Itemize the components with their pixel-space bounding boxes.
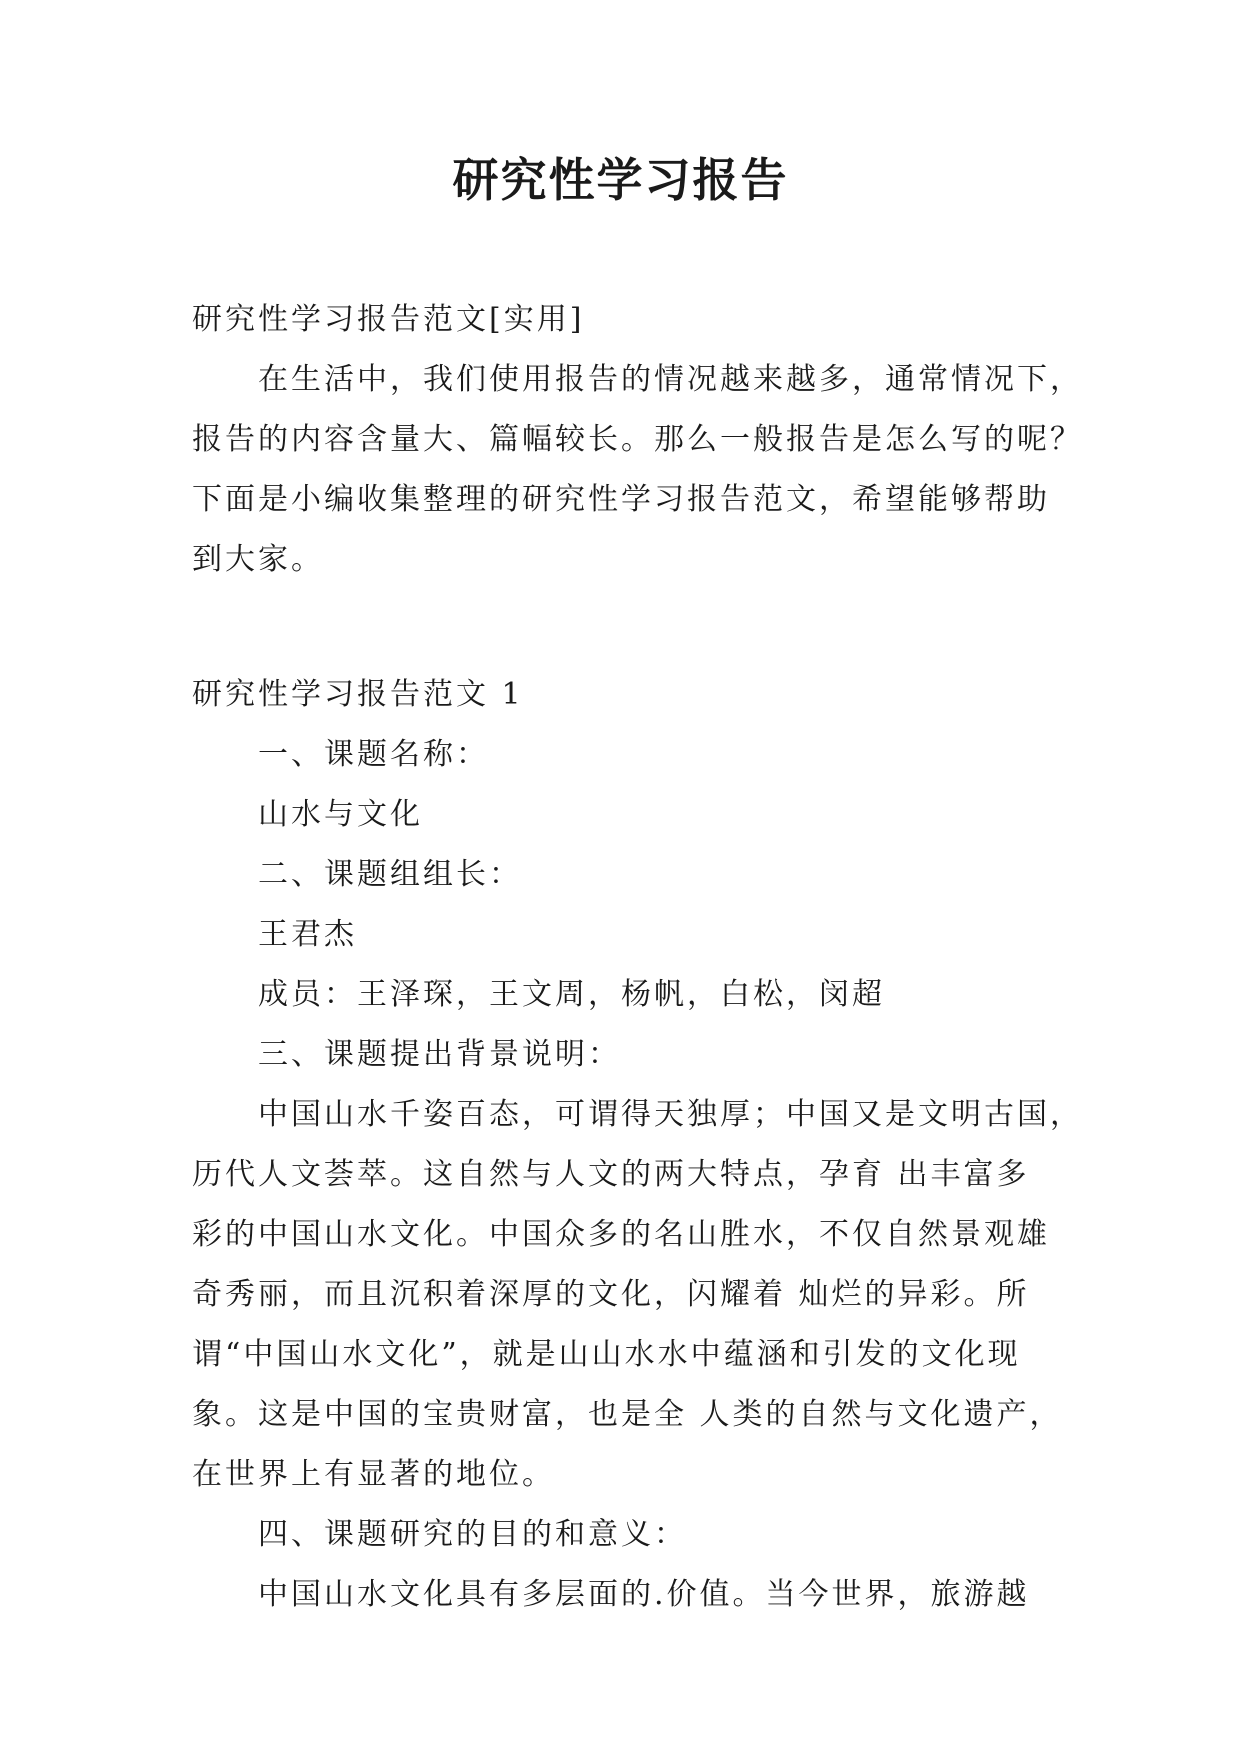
group-members: 成员：王泽琛，王文周，杨帆，白松，闵超 — [258, 977, 885, 1012]
paragraph-spacer — [192, 590, 1072, 665]
background-line: 在世界上有显著的地位。 — [192, 1457, 555, 1492]
background-line: 谓“中国山水文化”，就是山山水水中蕴涵和引发的文化现 — [192, 1337, 1021, 1372]
background-line: 彩的中国山水文化。中国众多的名山胜水，不仅自然景观雄 — [192, 1217, 1050, 1252]
purpose-heading: 四、课题研究的目的和意义： — [258, 1517, 687, 1552]
background-line: 奇秀丽，而且沉积着深厚的文化，闪耀着 灿烂的异彩。所 — [192, 1277, 1030, 1312]
topic-name: 山水与文化 — [258, 797, 423, 832]
topic-name-heading: 一、课题名称： — [258, 737, 489, 772]
intro-line: 在生活中，我们使用报告的情况越来越多，通常情况下， — [258, 362, 1083, 397]
background-line: 历代人文荟萃。这自然与人文的两大特点，孕育 出丰富多 — [192, 1157, 1030, 1192]
background-line: 象。这是中国的宝贵财富，也是全 人类的自然与文化遗产， — [192, 1397, 1063, 1432]
purpose-line: 中国山水文化具有多层面的.价值。当今世界，旅游越 — [258, 1577, 1030, 1612]
section-heading: 研究性学习报告范文 1 — [192, 677, 524, 712]
intro-line: 到大家。 — [192, 542, 324, 577]
document-body — [192, 290, 1083, 1625]
group-leader: 王君杰 — [258, 917, 357, 952]
group-leader-heading: 二、课题组组长： — [258, 857, 522, 892]
intro-line: 下面是小编收集整理的研究性学习报告范文，希望能够帮助 — [192, 482, 1050, 517]
article-subtitle: 研究性学习报告范文[实用] — [192, 302, 585, 337]
background-line: 中国山水千姿百态，可谓得天独厚；中国又是文明古国， — [258, 1097, 1083, 1132]
intro-line: 报告的内容含量大、篇幅较长。那么一般报告是怎么写的呢？ — [192, 422, 1083, 457]
background-heading: 三、课题提出背景说明： — [258, 1037, 621, 1072]
document-title: 研究性学习报告 — [452, 153, 789, 207]
